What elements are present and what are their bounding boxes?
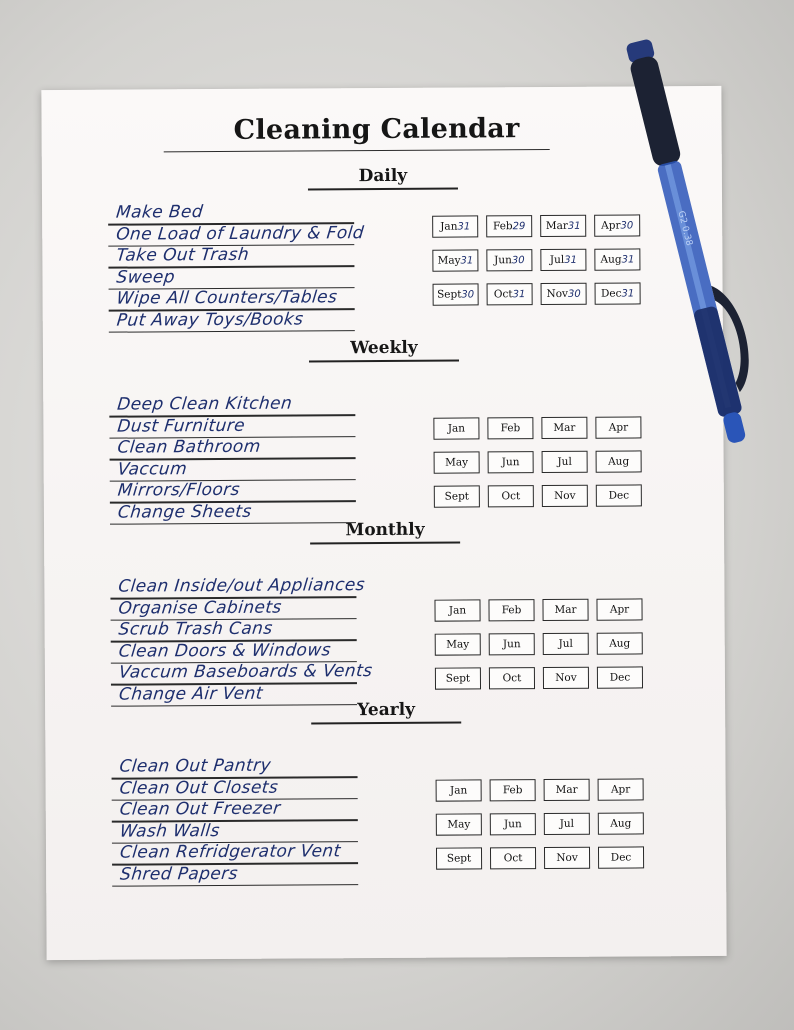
month-days-note: 31 (621, 253, 635, 266)
month-label: Nov (556, 851, 578, 864)
task-item: Organise Cabinets (117, 597, 283, 619)
month-label: Oct (493, 288, 513, 301)
month-days-note: 30 (461, 288, 475, 301)
month-label: Feb (492, 220, 513, 233)
task-item: Shred Papers (119, 863, 239, 885)
page-title: Cleaning Calendar (233, 113, 520, 146)
task-item: Wipe All Counters/Tables (115, 287, 339, 309)
month-label: Oct (501, 490, 521, 503)
month-label: Jul (549, 253, 565, 266)
month-label: Aug (610, 817, 632, 830)
month-label: May (437, 254, 461, 267)
month-label: Jan (440, 220, 458, 233)
month-label: May (447, 818, 471, 831)
month-label: Mar (554, 603, 577, 616)
month-label: Sept (444, 490, 470, 503)
month-label: Dec (600, 287, 622, 300)
month-label: Apr (610, 783, 631, 796)
task-item: Mirrors/Floors (116, 479, 241, 501)
month-label: Jul (559, 817, 575, 830)
month-label: Sept (446, 852, 472, 865)
task-item: Wash Walls (118, 820, 221, 842)
month-label: May (446, 638, 470, 651)
task-item: Vaccum Baseboards & Vents (117, 661, 374, 683)
month-label: Nov (546, 287, 568, 301)
month-days-note: 30 (620, 219, 634, 232)
task-item: Clean Inside/out Appliances (117, 575, 366, 597)
month-label: Jul (558, 637, 573, 650)
month-label: Apr (601, 219, 621, 232)
month-label: Aug (609, 637, 631, 650)
month-label: Dec (609, 671, 631, 684)
month-label: Jun (501, 456, 520, 469)
month-label: Sept (445, 672, 471, 685)
month-days-note: 31 (512, 288, 526, 300)
month-label: Sept (437, 288, 462, 301)
month-days-note: 31 (567, 220, 581, 232)
task-item: Scrub Trash Cans (117, 618, 274, 640)
pen-end (722, 411, 747, 444)
month-label: Oct (502, 672, 522, 685)
task-item: Clean Out Freezer (118, 798, 282, 820)
month-label: Apr (609, 603, 630, 616)
month-label: Aug (608, 455, 630, 468)
task-item: Clean Doors & Windows (117, 639, 332, 662)
month-label: Mar (553, 421, 576, 434)
month-days-note: 31 (460, 254, 474, 267)
month-days-note: 30 (567, 288, 581, 300)
task-item: Take Out Trash (115, 244, 251, 266)
month-label: Mar (555, 783, 578, 796)
task-item: Make Bed (115, 202, 204, 223)
month-label: Nov (554, 489, 576, 502)
pen-brand-text: G2 0.38 (675, 209, 694, 247)
month-label: Feb (500, 422, 521, 435)
month-label: Apr (608, 421, 629, 434)
pen-grip (629, 54, 683, 168)
month-label: Dec (608, 489, 630, 502)
task-item: Clean Refridgerator Vent (119, 841, 342, 863)
month-label: May (445, 456, 469, 469)
month-label: Nov (555, 671, 577, 684)
month-label: Aug (600, 253, 622, 266)
month-label: Jul (557, 455, 572, 468)
section-heading: Monthly (345, 519, 425, 541)
task-item: One Load of Laundry & Fold (115, 222, 365, 245)
month-label: Oct (503, 852, 523, 865)
month-label: Dec (610, 851, 632, 864)
month-label: Feb (502, 784, 523, 797)
section-heading: Daily (358, 165, 408, 187)
month-label: Jun (494, 254, 512, 267)
section-heading: Yearly (357, 699, 416, 721)
task-item: Clean Out Pantry (118, 755, 272, 777)
month-label: Jun (503, 818, 522, 831)
task-item: Change Sheets (116, 501, 253, 523)
month-days-note: 31 (564, 254, 577, 266)
month-days-note: 31 (621, 287, 635, 300)
task-item: Put Away Toys/Books (115, 308, 305, 331)
task-item: Vaccum (116, 458, 189, 480)
task-item: Sweep (115, 266, 176, 288)
month-label: Feb (501, 604, 522, 617)
task-item: Deep Clean Kitchen (116, 393, 294, 415)
section-heading: Weekly (350, 337, 418, 359)
task-item: Clean Out Closets (118, 777, 280, 799)
task-item: Change Air Vent (118, 683, 264, 705)
month-label: Jun (502, 638, 521, 651)
month-days-note: 30 (511, 254, 525, 266)
month-label: Jan (447, 422, 466, 435)
task-item: Dust Furniture (116, 415, 247, 437)
task-item: Clean Bathroom (116, 436, 262, 458)
month-days-note: 31 (457, 220, 471, 233)
month-label: Mar (545, 219, 568, 233)
month-days-note: 29 (512, 220, 526, 232)
month-label: Jan (449, 784, 468, 797)
month-label: Jan (448, 604, 467, 617)
